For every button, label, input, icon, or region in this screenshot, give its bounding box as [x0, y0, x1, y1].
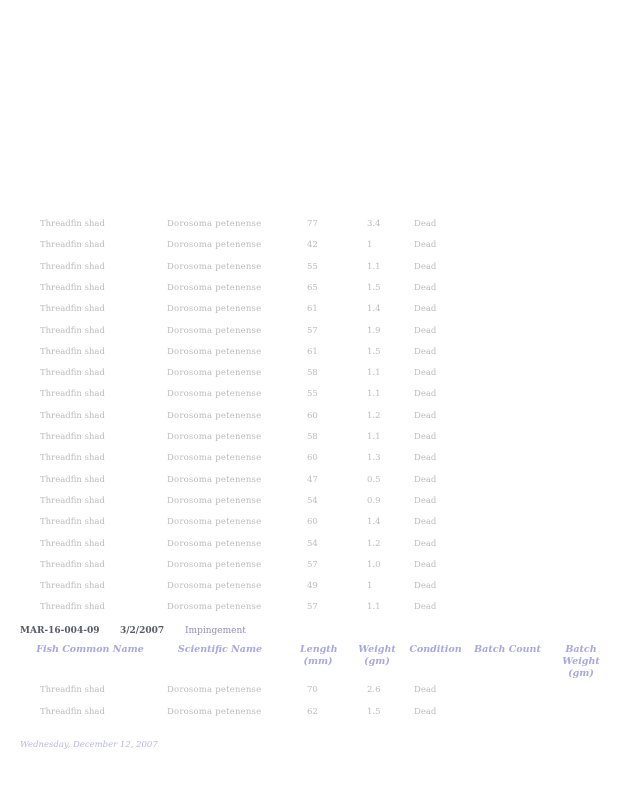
- cell-condition: Dead: [414, 517, 437, 528]
- cell-length: 57: [307, 602, 318, 613]
- cell-weight: 1.5: [367, 346, 381, 357]
- cell-common-name: Threadfin shad: [40, 538, 105, 549]
- cell-scientific-name: Dorosoma petenense: [167, 581, 262, 592]
- cell-weight: 0.9: [367, 495, 381, 506]
- cell-length: 60: [307, 453, 318, 464]
- cell-scientific-name: Dorosoma petenense: [167, 325, 262, 336]
- cell-scientific-name: Dorosoma petenense: [167, 304, 262, 315]
- sample-id: MAR-16-004-09: [20, 626, 100, 636]
- cell-length: 57: [307, 325, 318, 336]
- cell-condition: Dead: [414, 432, 437, 442]
- cell-weight: 1.2: [367, 538, 381, 549]
- cell-scientific-name: Dorosoma petenense: [167, 495, 262, 506]
- cell-condition: Dead: [414, 219, 437, 229]
- cell-length: 55: [307, 261, 318, 272]
- header-scientific-name: Scientific Name: [177, 644, 263, 655]
- cell-weight: 1.1: [367, 389, 381, 400]
- header-common-name: Fish Common Name: [36, 644, 144, 655]
- cell-common-name: Threadfin shad: [40, 453, 105, 464]
- cell-weight: 1.4: [367, 304, 381, 315]
- cell-common-name: Threadfin shad: [40, 474, 105, 485]
- cell-weight: 1.9: [367, 325, 381, 336]
- cell-scientific-name: Dorosoma petenense: [167, 453, 262, 464]
- cell-condition: Dead: [414, 304, 437, 315]
- cell-weight: 2.6: [367, 685, 381, 695]
- cell-weight: 0.5: [367, 474, 381, 485]
- cell-weight: 1.2: [367, 410, 381, 421]
- cell-weight: 1.4: [367, 517, 381, 528]
- header-batch-weight: Batch Weight (gm): [562, 644, 600, 679]
- cell-length: 77: [307, 219, 318, 229]
- table-row: [0, 345, 618, 359]
- cell-condition: Dead: [414, 410, 437, 421]
- cell-scientific-name: Dorosoma petenense: [167, 282, 262, 293]
- cell-common-name: Threadfin shad: [40, 282, 105, 293]
- cell-length: 54: [307, 495, 318, 506]
- table-row: [0, 515, 618, 529]
- cell-length: 58: [307, 368, 318, 379]
- table-row: [0, 217, 618, 231]
- cell-weight: 1: [367, 581, 373, 592]
- table-row: [0, 281, 618, 295]
- cell-length: 70: [307, 685, 318, 695]
- cell-condition: Dead: [414, 453, 437, 464]
- cell-condition: Dead: [414, 389, 437, 400]
- cell-scientific-name: Dorosoma petenense: [167, 474, 262, 485]
- table-row: [0, 302, 618, 316]
- cell-scientific-name: Dorosoma petenense: [167, 240, 262, 251]
- table-row: [0, 579, 618, 593]
- cell-scientific-name: Dorosoma petenense: [167, 559, 262, 570]
- footer-date: Wednesday, December 12, 2007: [20, 740, 158, 750]
- cell-common-name: Threadfin shad: [40, 261, 105, 272]
- cell-length: 58: [307, 432, 318, 442]
- cell-scientific-name: Dorosoma petenense: [167, 432, 262, 442]
- cell-common-name: Threadfin shad: [40, 346, 105, 357]
- cell-scientific-name: Dorosoma petenense: [167, 368, 262, 379]
- table-row: [0, 558, 618, 572]
- cell-common-name: Threadfin shad: [40, 602, 105, 613]
- table-row: [0, 537, 618, 551]
- cell-length: 60: [307, 410, 318, 421]
- header-length: Length (mm): [300, 644, 338, 667]
- cell-common-name: Threadfin shad: [40, 495, 105, 506]
- table-row: [0, 600, 618, 614]
- cell-scientific-name: Dorosoma petenense: [167, 261, 262, 272]
- cell-scientific-name: Dorosoma petenense: [167, 517, 262, 528]
- cell-weight: 1.1: [367, 602, 381, 613]
- cell-weight: 3.4: [367, 219, 381, 229]
- cell-common-name: Threadfin shad: [40, 304, 105, 315]
- cell-length: 42: [307, 240, 318, 251]
- cell-length: 61: [307, 346, 318, 357]
- cell-scientific-name: Dorosoma petenense: [167, 685, 262, 695]
- cell-condition: Dead: [414, 685, 437, 695]
- table-row: [0, 451, 618, 465]
- table-row: [0, 409, 618, 423]
- cell-common-name: Threadfin shad: [40, 581, 105, 592]
- cell-length: 54: [307, 538, 318, 549]
- cell-length: 57: [307, 559, 318, 570]
- cell-scientific-name: Dorosoma petenense: [167, 538, 262, 549]
- cell-length: 61: [307, 304, 318, 315]
- cell-common-name: Threadfin shad: [40, 685, 105, 695]
- cell-weight: 1.1: [367, 432, 381, 442]
- cell-common-name: Threadfin shad: [40, 389, 105, 400]
- cell-scientific-name: Dorosoma petenense: [167, 346, 262, 357]
- header-condition: Condition: [409, 644, 462, 655]
- table-row: [0, 260, 618, 274]
- cell-condition: Dead: [414, 474, 437, 485]
- cell-condition: Dead: [414, 261, 437, 272]
- cell-common-name: Threadfin shad: [40, 219, 105, 229]
- table-row: [0, 387, 618, 401]
- cell-condition: Dead: [414, 559, 437, 570]
- sample-info-line: [20, 624, 610, 638]
- cell-length: 49: [307, 581, 318, 592]
- cell-weight: 1: [367, 240, 373, 251]
- cell-condition: Dead: [414, 581, 437, 592]
- cell-scientific-name: Dorosoma petenense: [167, 410, 262, 421]
- table-row: [0, 494, 618, 508]
- sample-date: 3/2/2007: [120, 626, 165, 636]
- cell-scientific-name: Dorosoma petenense: [167, 389, 262, 400]
- cell-common-name: Threadfin shad: [40, 432, 105, 442]
- cell-scientific-name: Dorosoma petenense: [167, 602, 262, 613]
- table-row: [0, 705, 618, 719]
- cell-scientific-name: Dorosoma petenense: [167, 219, 262, 229]
- cell-common-name: Threadfin shad: [40, 240, 105, 251]
- cell-common-name: Threadfin shad: [40, 325, 105, 336]
- cell-weight: 1.5: [367, 707, 381, 717]
- cell-condition: Dead: [414, 707, 437, 717]
- cell-scientific-name: Dorosoma petenense: [167, 707, 262, 717]
- cell-length: 47: [307, 474, 318, 485]
- cell-weight: 1.1: [367, 368, 381, 379]
- cell-condition: Dead: [414, 325, 437, 336]
- cell-condition: Dead: [414, 368, 437, 379]
- cell-common-name: Threadfin shad: [40, 559, 105, 570]
- cell-condition: Dead: [414, 602, 437, 613]
- header-weight: Weight (gm): [358, 644, 396, 667]
- cell-weight: 1.0: [367, 559, 381, 570]
- cell-condition: Dead: [414, 346, 437, 357]
- cell-common-name: Threadfin shad: [40, 368, 105, 379]
- table-row: [0, 238, 618, 252]
- cell-common-name: Threadfin shad: [40, 707, 105, 717]
- table-row: [0, 324, 618, 338]
- table-row: [0, 430, 618, 444]
- header-batch-count: Batch Count: [474, 644, 541, 655]
- cell-weight: 1.3: [367, 453, 381, 464]
- cell-common-name: Threadfin shad: [40, 410, 105, 421]
- cell-condition: Dead: [414, 240, 437, 251]
- cell-length: 60: [307, 517, 318, 528]
- table-row: [0, 683, 618, 697]
- cell-common-name: Threadfin shad: [40, 517, 105, 528]
- table-row: [0, 366, 618, 380]
- cell-length: 65: [307, 282, 318, 293]
- cell-condition: Dead: [414, 495, 437, 506]
- table-row: [0, 473, 618, 487]
- cell-weight: 1.5: [367, 282, 381, 293]
- cell-condition: Dead: [414, 282, 437, 293]
- sample-method: Impingement: [185, 626, 246, 636]
- cell-weight: 1.1: [367, 261, 381, 272]
- cell-length: 55: [307, 389, 318, 400]
- cell-length: 62: [307, 707, 318, 717]
- cell-condition: Dead: [414, 538, 437, 549]
